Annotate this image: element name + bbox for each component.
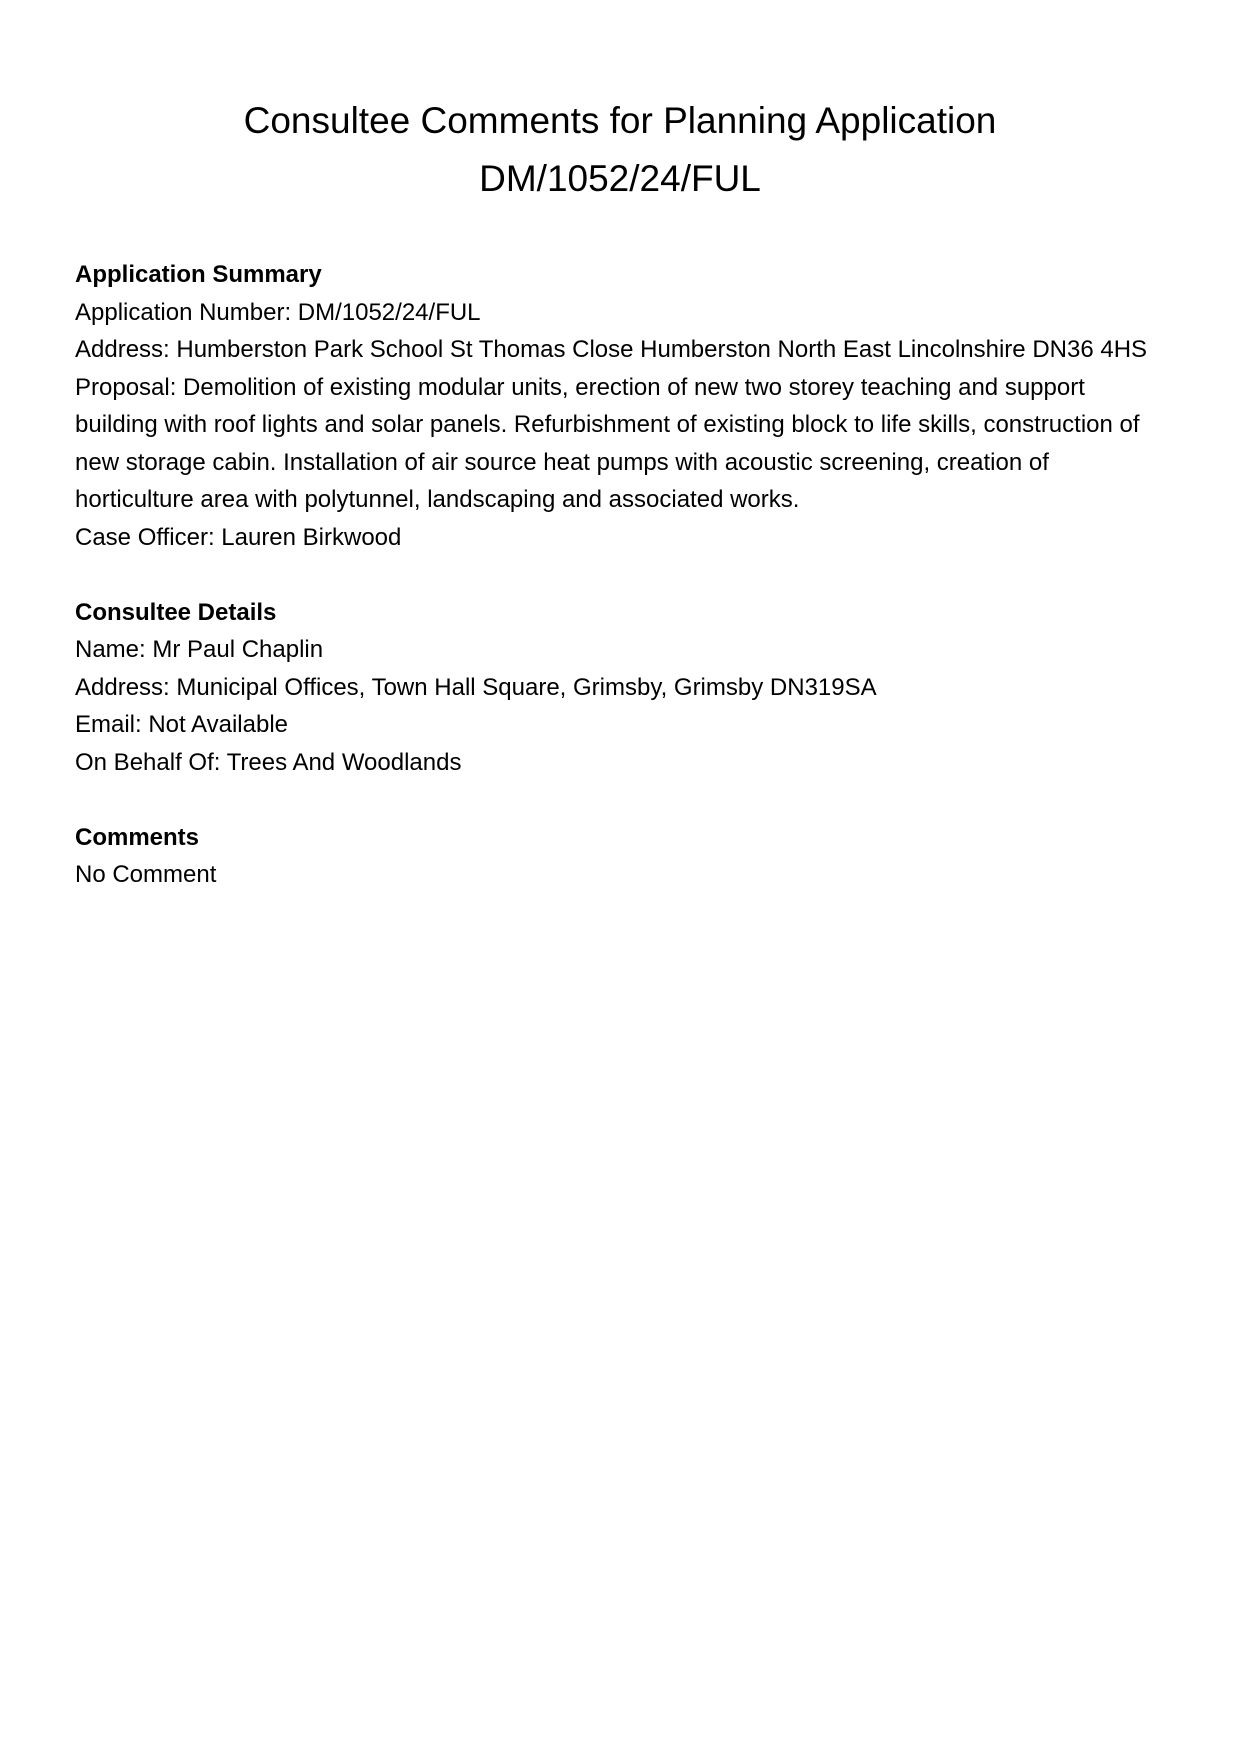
consultee-details-section [75, 594, 1170, 782]
application-summary-section [75, 256, 1170, 556]
document-body [75, 256, 1170, 931]
application-proposal: Proposal: Demolition of existing modular units, erection of new two storey teaching and support building with roof lights and solar panels. Refurbishment of existing block to life skills, construction of new storage cabin. Installation of air source heat pumps with acoustic screening, creation of horticulture area with polytunnel, landscaping and associated works. [75, 373, 1140, 513]
page-title-line-1: Consultee Comments for Planning Application [243, 100, 997, 141]
page-title-line-2: DM/1052/24/FUL [479, 158, 761, 199]
consultee-email: Email: Not Available [75, 711, 288, 738]
application-summary-heading: Application Summary [75, 261, 322, 288]
comments-section [75, 819, 1170, 894]
application-number: Application Number: DM/1052/24/FUL [75, 298, 481, 326]
consultee-on-behalf-of: On Behalf Of: Trees And Woodlands [75, 748, 462, 776]
comments-text: No Comment [75, 861, 217, 888]
consultee-details-heading: Consultee Details [75, 598, 277, 626]
case-officer: Case Officer: Lauren Birkwood [75, 523, 402, 551]
page-title [75, 92, 1165, 208]
consultee-address: Address: Municipal Offices, Town Hall Square, Grimsby, Grimsby DN319SA [75, 673, 877, 701]
comments-heading: Comments [75, 823, 200, 851]
consultee-name: Name: Mr Paul Chaplin [75, 636, 324, 663]
application-address: Address: Humberston Park School St Thomas Close Humberston North East Lincolnshire DN36 4HS [75, 336, 1148, 363]
